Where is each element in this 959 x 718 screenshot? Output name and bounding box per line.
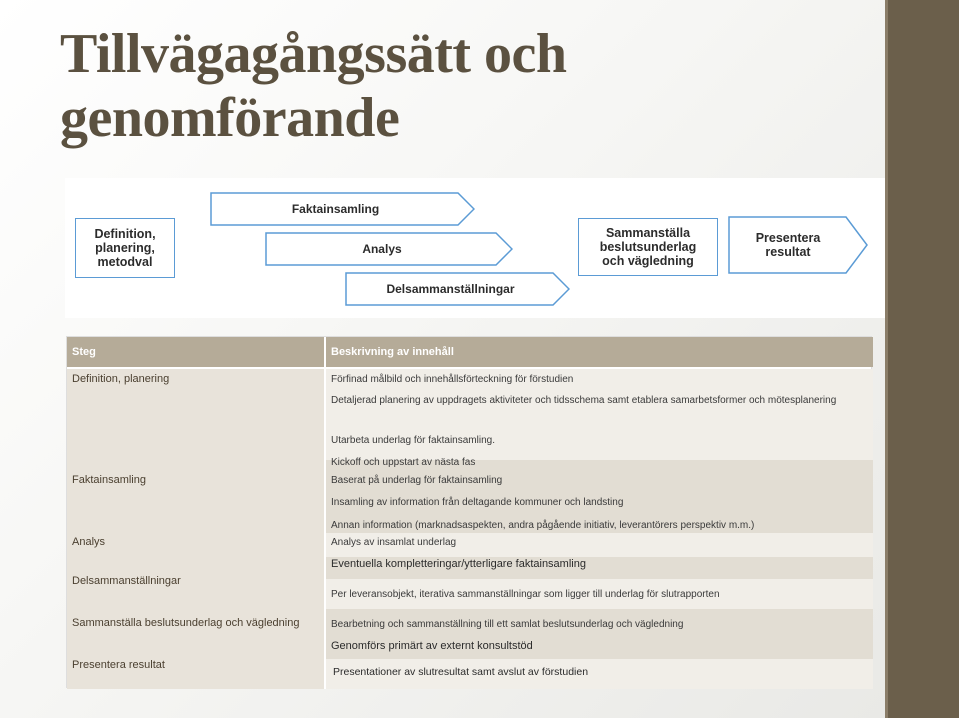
table-row-faktainsamling: [67, 460, 324, 533]
table-row-definition: [67, 369, 324, 460]
arrow-faktainsamling-label: Faktainsamling: [291, 202, 380, 216]
description-d4: Kickoff och uppstart av nästa fas: [331, 457, 476, 468]
step-label-analys: Analys: [72, 536, 106, 548]
process-diagram: [65, 178, 885, 318]
step-label-sammanstalla: Sammanställa beslutsunderlag och vägledning: [72, 617, 300, 629]
table-row-delsammanstallningar: [67, 575, 324, 609]
title-line-1: Tillvägagångssätt och: [60, 23, 567, 85]
arrow-analys-label: Analys: [362, 242, 402, 256]
table-row-sammanstalla: [67, 609, 324, 659]
description-d10: Per leveransobjekt, iterativa sammanställningar som ligger till underlag för slutrapporten: [331, 589, 720, 600]
arrow-analys: [265, 232, 513, 266]
steps-table: [66, 336, 872, 688]
description-d9: Eventuella kompletteringar/ytterligare faktainsamling: [331, 558, 586, 570]
arrow-delsammanstallningar: [345, 272, 570, 306]
right-accent-band: [885, 0, 959, 718]
description-d11: Bearbetning och sammanställning till ett samlat beslutsunderlag och vägledning: [331, 619, 684, 630]
arrow-delsammanstallningar-label: Delsammanställningar: [386, 282, 515, 296]
description-d7: Annan information (marknadsaspekten, andra pågående initiativ, leverantörers perspektiv m.m.): [331, 520, 755, 531]
step-box-sammanstalla: Sammanställa beslutsunderlag och vägledning: [578, 218, 718, 276]
arrow-faktainsamling: [210, 192, 475, 226]
header-steg: Steg: [72, 346, 96, 358]
table-row-presentera: [67, 659, 324, 689]
step-label-faktainsamling: Faktainsamling: [72, 474, 146, 486]
header-beskrivning: Beskrivning av innehåll: [331, 346, 454, 358]
description-d8: Analys av insamlat underlag: [331, 537, 457, 548]
description-d3: Utarbeta underlag för faktainsamling.: [331, 435, 495, 446]
step-box-definition: Definition, planering, metodval: [75, 218, 175, 278]
description-d6: Insamling av information från deltagande kommuner och landsting: [331, 497, 624, 508]
step-label-presentera: Presentera resultat: [72, 659, 165, 671]
page-title: [60, 22, 820, 150]
accent-stripe: [885, 0, 888, 718]
description-d12: Genomförs primärt av externt konsultstöd: [331, 640, 533, 652]
table-header: [67, 337, 873, 367]
description-d5: Baserat på underlag för faktainsamling: [331, 475, 503, 486]
arrow-presentera: [728, 216, 868, 274]
table-row-analys: [67, 533, 324, 557]
description-d2: Detaljerad planering av uppdragets aktiviteter och tidsschema samt etablera samarbetsformer och mötesplanering: [331, 395, 837, 406]
step-label-definition: Definition, planering: [72, 373, 170, 385]
description-d13: Presentationer av slutresultat samt avslut av förstudien: [333, 666, 589, 678]
step-label-delsammanstallningar: Delsammanställningar: [72, 575, 181, 587]
header-separator: [324, 337, 326, 367]
arrow-presentera-label: Presentera resultat: [755, 231, 821, 259]
title-line-2: genomförande: [60, 87, 400, 149]
description-d1: Förfinad målbild och innehållsförteckning för förstudien: [331, 374, 574, 385]
